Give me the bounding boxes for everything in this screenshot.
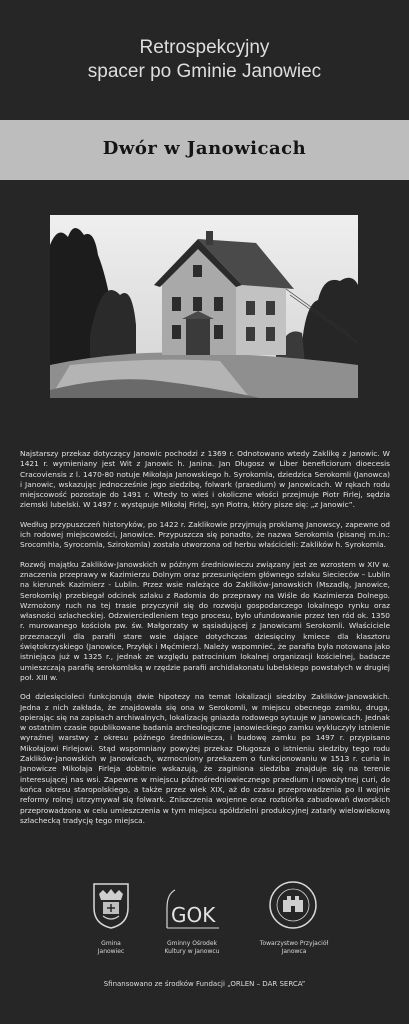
towarzystwo-caption-line2: Janowca (281, 948, 307, 955)
gmina-crest-icon (91, 880, 131, 930)
history-text (20, 449, 390, 835)
paragraph: Według przypuszczeń historyków, po 1422 r. Zaklikowie przyjmują proklamę Janowscy, zapewne od ich rodowej miejscowości, Janowice. Przypuszcza się ponadto, że nazwa Serokomla (pisanej m.in.: Srocomhla, Syrocomla, Szirokomla) została utworzona od herbu właścicieli: Zaklików h. Syrokomla. (20, 519, 390, 550)
towarzystwo-seal-icon (268, 880, 318, 930)
manor-photo (50, 215, 358, 398)
section-title: Dwór w Janowicach (102, 138, 307, 159)
paragraph: Najstarszy przekaz dotyczący Janowic pochodzi z 1369 r. Odnotowano wtedy Zaklikę z Janowic. W 1421 r. wymieniany jest Wit z Janowic h. Janina. Jan Długosz w Liber beneficiorum dioecesis Cracoviensis z l. 1470-80 notuje Mikołaja Janowskiego h. Syrokomla, dziedzica Serokomli (Janowca) i Janowic, wskazując jednocześnie jego siedzibę, folwark (praedium) w Janowicach. W rękach rodu miejscowość pozostaje do 1491 r. Wtedy to wieś i okoliczne włości przejmuje Piotr Firlej, sędzia ziemski lubelski. W 1497 r. występuje Mikołaj Firlej, syn Piotra, który pisze się: „z Janowic”. (20, 449, 390, 510)
gok-mark: GOK (171, 903, 216, 927)
page-title-line2: spacer po Gminie Janowiec (87, 61, 322, 82)
gmina-caption-line2: Janowiec (97, 948, 125, 955)
gok-logo-icon (163, 884, 225, 930)
paragraph: Rozwój majątku Zaklików-Janowskich w późnym średniowieczu związany jest ze wzrostem w XIV w. znaczenia przeprawy w Kazimierzu Dolnym oraz przesunięciem głównego szlaku Siecieców – Lublin na kierunek Kazimierz - Lublin. Przez wsie należące do Zaklików-Janowskich (Mszadlę, Janowice, Serokomlę) przebiegał odcinek szlaku z Radomia do przeprawy na Wiśle do Kazimierza Dolnego. Wzmożony ruch na tej trasie przyczynił się do rozwoju gospodarczego lokalnego rynku oraz własności szlacheckiej. Odzwierciedleniem tego procesu, było ufundowanie przez ten ród ok. 1350 r. murowanego kościoła pw. św. Małgorzaty w sąsiadującej z Janowicami Serokomli. Właściciele przeznaczyli dla parafii stare wsie dające dotychczas dziesięciny kmiece dla klasztoru świętokrzyskiego (Janowice, Przyłęk i Męćmierz). Należy wspomnieć, że parafia była notowana jako istniejąca już w 1325 r., jednak ze względu patrocinium lokalnej organizacji kościelnej, badacze umieszczają parafię serokomlską w rzędzie parafii archidiakonatu lubelskiego powstałych w drugiej poł. XIII w. (20, 559, 390, 682)
page-title (0, 36, 409, 84)
gmina-caption-line1: Gmina (101, 940, 121, 947)
gok-caption-line2: Kultury w Janowcu (164, 948, 220, 955)
gok-caption (152, 940, 232, 956)
towarzystwo-caption-line1: Towarzystwo Przyjaciół (259, 940, 329, 947)
funding-note: Sfinansowano ze środków Fundacji „ORLEN – DAR SERCA” (103, 980, 306, 988)
paragraph: Od dziesięcioleci funkcjonują dwie hipotezy na temat lokalizacji siedziby Zaklików-Janowskich. Jedna z nich zakłada, że znajdowała się ona w Serokomli, w miejscu obecnego zamku, druga, opierając się na zapisach archiwalnych, lokalizację gniazda rodowego sytuuje w Janowicach. Jednak w ostatnim czasie opublikowane badania archeologiczne janowieckiego zamku wykluczyły istnienie wyraźnej warstwy z okresu późnego średniowiecza, i budowę zamku po 1497 r. przypisano Mikołajowi Firlejowi. Stąd wspomniany powyżej przekaz Długosza o istnieniu siedziby tego rodu Zaklików-Janowskich w Janowicach, wzmocniony przekazem o funkcjonowaniu w 1513 r. curia in Janowicze Mikołaja Firleja dobitnie wskazują, że zaginiona siedziba znajduje się na terenie interesującej nas wsi. Zapewne w miejscu późnośredniowiecznego praedium i nowożytnej curi, do końca okresu staropolskiego, a także przez wiek XIX, aż do czasu przeprowadzenia po II wojnie reformy rolnej utrzymywał się folwark. Zniszczenia wojenne oraz rozbiórka zabudowań dworskich przeprowadzona w celu umieszczenia w tym miejscu spółdzielni produkcyjnej zatarły wielowiekową szlachecką tradycję tego miejsca. (20, 692, 390, 825)
page-title-line1: Retrospekcyjny (139, 37, 270, 58)
towarzystwo-caption (244, 940, 344, 956)
gok-caption-line1: Gminny Ośrodek (166, 940, 218, 947)
gmina-caption (76, 940, 146, 956)
